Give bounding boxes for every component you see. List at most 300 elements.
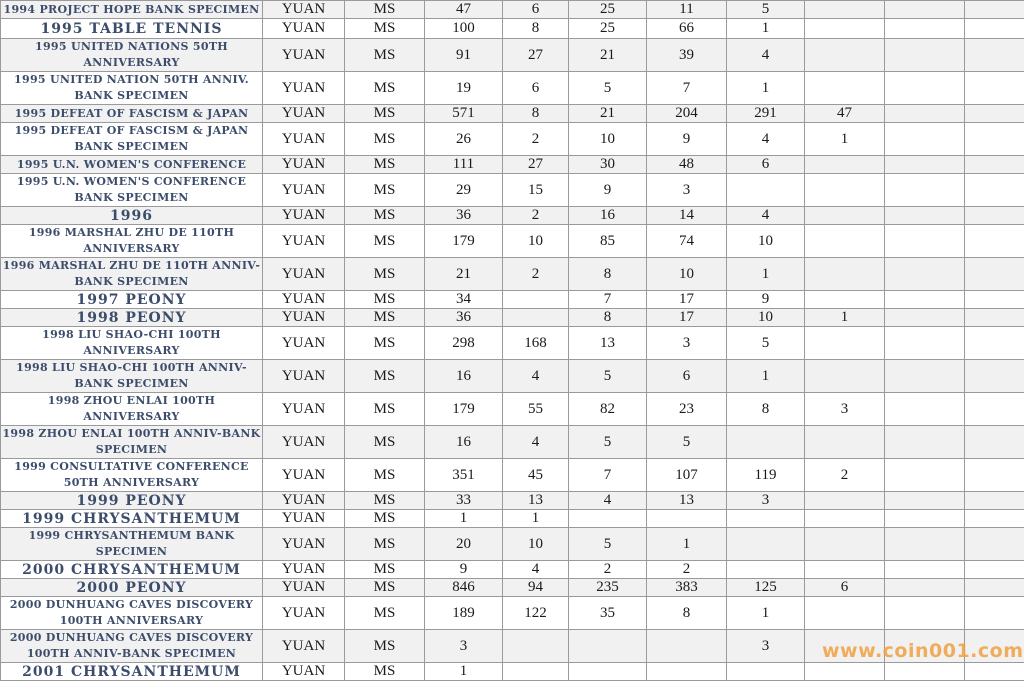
count-cell-c2: 10 bbox=[503, 528, 569, 561]
grade-cell: MS bbox=[345, 123, 425, 156]
denomination-cell: YUAN bbox=[263, 561, 345, 579]
table-row bbox=[1, 39, 1024, 72]
count-cell-c1: 571 bbox=[425, 105, 503, 123]
grade-cell: MS bbox=[345, 459, 425, 492]
coin-name-cell: 1997 PEONY bbox=[1, 291, 263, 309]
count-cell-c8 bbox=[965, 1, 1024, 19]
count-cell-c3 bbox=[569, 630, 647, 663]
coin-name-cell: 1999 CHRYSANTHEMUM bbox=[1, 510, 263, 528]
count-cell-c4: 8 bbox=[647, 597, 727, 630]
count-cell-c5: 1 bbox=[727, 258, 805, 291]
count-cell-c6: 2 bbox=[805, 459, 885, 492]
coin-name-cell: 2000 DUNHUANG CAVES DISCOVERY 100TH ANNIV-BANK SPECIMEN bbox=[1, 630, 263, 663]
count-cell-c6 bbox=[805, 510, 885, 528]
count-cell-c6 bbox=[805, 39, 885, 72]
count-cell-c5: 9 bbox=[727, 291, 805, 309]
count-cell-c8 bbox=[965, 123, 1024, 156]
count-cell-c6 bbox=[805, 258, 885, 291]
grade-cell: MS bbox=[345, 360, 425, 393]
table-row bbox=[1, 597, 1024, 630]
count-cell-c6 bbox=[805, 597, 885, 630]
grade-cell: MS bbox=[345, 492, 425, 510]
count-cell-c1: 189 bbox=[425, 597, 503, 630]
count-cell-c7 bbox=[885, 207, 965, 225]
denomination-cell: YUAN bbox=[263, 597, 345, 630]
denomination-cell: YUAN bbox=[263, 1, 345, 19]
count-cell-c8 bbox=[965, 309, 1024, 327]
count-cell-c1: 34 bbox=[425, 291, 503, 309]
count-cell-c8 bbox=[965, 459, 1024, 492]
count-cell-c4: 7 bbox=[647, 72, 727, 105]
count-cell-c3: 4 bbox=[569, 492, 647, 510]
count-cell-c6 bbox=[805, 327, 885, 360]
count-cell-c2: 8 bbox=[503, 105, 569, 123]
count-cell-c4: 48 bbox=[647, 156, 727, 174]
count-cell-c7 bbox=[885, 123, 965, 156]
table-row bbox=[1, 72, 1024, 105]
count-cell-c5: 6 bbox=[727, 156, 805, 174]
count-cell-c4: 5 bbox=[647, 426, 727, 459]
count-cell-c3: 10 bbox=[569, 123, 647, 156]
table-row bbox=[1, 156, 1024, 174]
count-cell-c2: 94 bbox=[503, 579, 569, 597]
coin-name-cell: 1995 U.N. WOMEN'S CONFERENCE bbox=[1, 156, 263, 174]
count-cell-c6 bbox=[805, 156, 885, 174]
denomination-cell: YUAN bbox=[263, 123, 345, 156]
table-row bbox=[1, 459, 1024, 492]
count-cell-c2: 4 bbox=[503, 360, 569, 393]
count-cell-c2: 10 bbox=[503, 225, 569, 258]
grade-cell: MS bbox=[345, 258, 425, 291]
count-cell-c8 bbox=[965, 156, 1024, 174]
count-cell-c1: 351 bbox=[425, 459, 503, 492]
count-cell-c8 bbox=[965, 663, 1024, 681]
count-cell-c7 bbox=[885, 393, 965, 426]
count-cell-c3: 21 bbox=[569, 39, 647, 72]
grade-cell: MS bbox=[345, 174, 425, 207]
count-cell-c4: 66 bbox=[647, 19, 727, 39]
count-cell-c3: 5 bbox=[569, 528, 647, 561]
table-row bbox=[1, 327, 1024, 360]
count-cell-c3: 85 bbox=[569, 225, 647, 258]
count-cell-c4: 13 bbox=[647, 492, 727, 510]
count-cell-c4: 2 bbox=[647, 561, 727, 579]
count-cell-c3: 5 bbox=[569, 72, 647, 105]
count-cell-c1: 179 bbox=[425, 225, 503, 258]
count-cell-c1: 36 bbox=[425, 309, 503, 327]
count-cell-c7 bbox=[885, 291, 965, 309]
count-cell-c4: 6 bbox=[647, 360, 727, 393]
count-cell-c1: 33 bbox=[425, 492, 503, 510]
count-cell-c8 bbox=[965, 510, 1024, 528]
coin-name-cell: 1996 bbox=[1, 207, 263, 225]
table-row bbox=[1, 309, 1024, 327]
count-cell-c5 bbox=[727, 561, 805, 579]
table-row bbox=[1, 426, 1024, 459]
count-cell-c4: 383 bbox=[647, 579, 727, 597]
count-cell-c3: 25 bbox=[569, 19, 647, 39]
count-cell-c4 bbox=[647, 663, 727, 681]
coin-name-cell: 2000 CHRYSANTHEMUM bbox=[1, 561, 263, 579]
coin-name-cell: 1995 UNITED NATION 50TH ANNIV. BANK SPECIMEN bbox=[1, 72, 263, 105]
grade-cell: MS bbox=[345, 327, 425, 360]
count-cell-c5: 3 bbox=[727, 630, 805, 663]
count-cell-c7 bbox=[885, 561, 965, 579]
coin-name-cell: 1996 MARSHAL ZHU DE 110TH ANNIV-BANK SPECIMEN bbox=[1, 258, 263, 291]
count-cell-c3: 35 bbox=[569, 597, 647, 630]
denomination-cell: YUAN bbox=[263, 459, 345, 492]
coin-name-cell: 1999 PEONY bbox=[1, 492, 263, 510]
grade-cell: MS bbox=[345, 663, 425, 681]
count-cell-c1: 9 bbox=[425, 561, 503, 579]
grade-cell: MS bbox=[345, 291, 425, 309]
count-cell-c4: 23 bbox=[647, 393, 727, 426]
site-watermark: www.coin001.com bbox=[822, 640, 1024, 662]
count-cell-c6 bbox=[805, 426, 885, 459]
count-cell-c4 bbox=[647, 630, 727, 663]
denomination-cell: YUAN bbox=[263, 174, 345, 207]
table-row bbox=[1, 360, 1024, 393]
denomination-cell: YUAN bbox=[263, 327, 345, 360]
count-cell-c8 bbox=[965, 39, 1024, 72]
count-cell-c1: 29 bbox=[425, 174, 503, 207]
grade-cell: MS bbox=[345, 528, 425, 561]
grade-cell: MS bbox=[345, 225, 425, 258]
denomination-cell: YUAN bbox=[263, 39, 345, 72]
table-row bbox=[1, 492, 1024, 510]
count-cell-c6 bbox=[805, 1, 885, 19]
count-cell-c2: 45 bbox=[503, 459, 569, 492]
count-cell-c2: 4 bbox=[503, 426, 569, 459]
count-cell-c2 bbox=[503, 630, 569, 663]
count-cell-c3: 25 bbox=[569, 1, 647, 19]
count-cell-c1: 100 bbox=[425, 19, 503, 39]
coin-name-cell: 1995 UNITED NATIONS 50TH ANNIVERSARY bbox=[1, 39, 263, 72]
count-cell-c1: 1 bbox=[425, 663, 503, 681]
count-cell-c8 bbox=[965, 207, 1024, 225]
count-cell-c7 bbox=[885, 225, 965, 258]
count-cell-c4: 9 bbox=[647, 123, 727, 156]
denomination-cell: YUAN bbox=[263, 528, 345, 561]
grade-cell: MS bbox=[345, 426, 425, 459]
count-cell-c5 bbox=[727, 528, 805, 561]
coin-name-cell: 2001 CHRYSANTHEMUM bbox=[1, 663, 263, 681]
count-cell-c5 bbox=[727, 174, 805, 207]
grade-cell: MS bbox=[345, 630, 425, 663]
count-cell-c6 bbox=[805, 72, 885, 105]
grade-cell: MS bbox=[345, 19, 425, 39]
count-cell-c3 bbox=[569, 510, 647, 528]
count-cell-c3: 9 bbox=[569, 174, 647, 207]
count-cell-c2: 2 bbox=[503, 258, 569, 291]
coin-name-cell: 1998 PEONY bbox=[1, 309, 263, 327]
count-cell-c3: 2 bbox=[569, 561, 647, 579]
count-cell-c5: 4 bbox=[727, 207, 805, 225]
coin-name-cell: 1999 CHRYSANTHEMUM BANK SPECIMEN bbox=[1, 528, 263, 561]
count-cell-c8 bbox=[965, 426, 1024, 459]
denomination-cell: YUAN bbox=[263, 630, 345, 663]
count-cell-c4: 17 bbox=[647, 309, 727, 327]
count-cell-c5: 1 bbox=[727, 19, 805, 39]
count-cell-c6 bbox=[805, 528, 885, 561]
coin-name-cell: 1995 DEFEAT OF FASCISM & JAPAN BANK SPECIMEN bbox=[1, 123, 263, 156]
count-cell-c7 bbox=[885, 258, 965, 291]
count-cell-c5: 119 bbox=[727, 459, 805, 492]
table-row bbox=[1, 663, 1024, 681]
grade-cell: MS bbox=[345, 309, 425, 327]
count-cell-c6 bbox=[805, 225, 885, 258]
denomination-cell: YUAN bbox=[263, 663, 345, 681]
coin-name-cell: 1995 DEFEAT OF FASCISM & JAPAN bbox=[1, 105, 263, 123]
count-cell-c7 bbox=[885, 19, 965, 39]
count-cell-c7 bbox=[885, 510, 965, 528]
count-cell-c2: 6 bbox=[503, 72, 569, 105]
coin-name-cell: 1996 MARSHAL ZHU DE 110TH ANNIVERSARY bbox=[1, 225, 263, 258]
count-cell-c8 bbox=[965, 258, 1024, 291]
count-cell-c6: 1 bbox=[805, 123, 885, 156]
count-cell-c7 bbox=[885, 663, 965, 681]
count-cell-c1: 1 bbox=[425, 510, 503, 528]
table-row bbox=[1, 225, 1024, 258]
count-cell-c4: 10 bbox=[647, 258, 727, 291]
denomination-cell: YUAN bbox=[263, 426, 345, 459]
count-cell-c2: 27 bbox=[503, 156, 569, 174]
count-cell-c6: 3 bbox=[805, 393, 885, 426]
count-cell-c1: 298 bbox=[425, 327, 503, 360]
count-cell-c4: 3 bbox=[647, 327, 727, 360]
count-cell-c1: 20 bbox=[425, 528, 503, 561]
denomination-cell: YUAN bbox=[263, 360, 345, 393]
count-cell-c2: 15 bbox=[503, 174, 569, 207]
count-cell-c4: 204 bbox=[647, 105, 727, 123]
grade-cell: MS bbox=[345, 156, 425, 174]
table-row bbox=[1, 561, 1024, 579]
count-cell-c7 bbox=[885, 492, 965, 510]
count-cell-c8 bbox=[965, 579, 1024, 597]
count-cell-c3: 7 bbox=[569, 291, 647, 309]
count-cell-c6 bbox=[805, 360, 885, 393]
count-cell-c8 bbox=[965, 327, 1024, 360]
count-cell-c3: 5 bbox=[569, 360, 647, 393]
denomination-cell: YUAN bbox=[263, 258, 345, 291]
coin-name-cell: 1995 U.N. WOMEN'S CONFERENCE BANK SPECIMEN bbox=[1, 174, 263, 207]
coin-name-cell: 1999 CONSULTATIVE CONFERENCE 50TH ANNIVERSARY bbox=[1, 459, 263, 492]
count-cell-c7 bbox=[885, 39, 965, 72]
grade-cell: MS bbox=[345, 393, 425, 426]
count-cell-c8 bbox=[965, 360, 1024, 393]
count-cell-c4: 1 bbox=[647, 528, 727, 561]
count-cell-c1: 36 bbox=[425, 207, 503, 225]
count-cell-c6 bbox=[805, 492, 885, 510]
denomination-cell: YUAN bbox=[263, 579, 345, 597]
denomination-cell: YUAN bbox=[263, 510, 345, 528]
denomination-cell: YUAN bbox=[263, 72, 345, 105]
table-row bbox=[1, 291, 1024, 309]
count-cell-c8 bbox=[965, 561, 1024, 579]
count-cell-c7 bbox=[885, 327, 965, 360]
table-row bbox=[1, 123, 1024, 156]
count-cell-c5: 8 bbox=[727, 393, 805, 426]
count-cell-c3: 235 bbox=[569, 579, 647, 597]
coin-name-cell: 1998 LIU SHAO-CHI 100TH ANNIVERSARY bbox=[1, 327, 263, 360]
table-row bbox=[1, 579, 1024, 597]
count-cell-c8 bbox=[965, 291, 1024, 309]
count-cell-c2 bbox=[503, 291, 569, 309]
count-cell-c5: 1 bbox=[727, 597, 805, 630]
count-cell-c5: 5 bbox=[727, 327, 805, 360]
count-cell-c2: 8 bbox=[503, 19, 569, 39]
grade-cell: MS bbox=[345, 39, 425, 72]
count-cell-c6 bbox=[805, 19, 885, 39]
count-cell-c5: 4 bbox=[727, 39, 805, 72]
count-cell-c1: 91 bbox=[425, 39, 503, 72]
count-cell-c2: 168 bbox=[503, 327, 569, 360]
count-cell-c6 bbox=[805, 291, 885, 309]
count-cell-c3: 8 bbox=[569, 309, 647, 327]
count-cell-c8 bbox=[965, 393, 1024, 426]
count-cell-c2: 4 bbox=[503, 561, 569, 579]
count-cell-c6: 47 bbox=[805, 105, 885, 123]
count-cell-c1: 21 bbox=[425, 258, 503, 291]
count-cell-c6 bbox=[805, 207, 885, 225]
count-cell-c7 bbox=[885, 528, 965, 561]
grade-cell: MS bbox=[345, 597, 425, 630]
denomination-cell: YUAN bbox=[263, 225, 345, 258]
count-cell-c8 bbox=[965, 72, 1024, 105]
count-cell-c8 bbox=[965, 19, 1024, 39]
denomination-cell: YUAN bbox=[263, 309, 345, 327]
count-cell-c5 bbox=[727, 510, 805, 528]
count-cell-c3: 8 bbox=[569, 258, 647, 291]
count-cell-c8 bbox=[965, 528, 1024, 561]
count-cell-c7 bbox=[885, 360, 965, 393]
count-cell-c6 bbox=[805, 663, 885, 681]
count-cell-c7 bbox=[885, 72, 965, 105]
count-cell-c4: 39 bbox=[647, 39, 727, 72]
count-cell-c6 bbox=[805, 174, 885, 207]
count-cell-c6: 6 bbox=[805, 579, 885, 597]
coin-name-cell: 1998 ZHOU ENLAI 100TH ANNIVERSARY bbox=[1, 393, 263, 426]
count-cell-c3: 30 bbox=[569, 156, 647, 174]
coin-name-cell: 1994 PROJECT HOPE BANK SPECIMEN bbox=[1, 1, 263, 19]
count-cell-c1: 19 bbox=[425, 72, 503, 105]
count-cell-c6: 1 bbox=[805, 309, 885, 327]
count-cell-c5: 3 bbox=[727, 492, 805, 510]
denomination-cell: YUAN bbox=[263, 291, 345, 309]
grade-cell: MS bbox=[345, 1, 425, 19]
grade-cell: MS bbox=[345, 105, 425, 123]
count-cell-c5: 10 bbox=[727, 225, 805, 258]
denomination-cell: YUAN bbox=[263, 19, 345, 39]
count-cell-c5: 291 bbox=[727, 105, 805, 123]
count-cell-c1: 16 bbox=[425, 360, 503, 393]
denomination-cell: YUAN bbox=[263, 156, 345, 174]
count-cell-c3 bbox=[569, 663, 647, 681]
count-cell-c6 bbox=[805, 561, 885, 579]
count-cell-c4: 11 bbox=[647, 1, 727, 19]
count-cell-c2 bbox=[503, 309, 569, 327]
count-cell-c4: 3 bbox=[647, 174, 727, 207]
count-cell-c2: 2 bbox=[503, 123, 569, 156]
grade-cell: MS bbox=[345, 579, 425, 597]
count-cell-c4: 74 bbox=[647, 225, 727, 258]
denomination-cell: YUAN bbox=[263, 492, 345, 510]
count-cell-c8 bbox=[965, 225, 1024, 258]
count-cell-c4: 107 bbox=[647, 459, 727, 492]
count-cell-c7 bbox=[885, 426, 965, 459]
grade-cell: MS bbox=[345, 207, 425, 225]
table-row bbox=[1, 174, 1024, 207]
table-row bbox=[1, 207, 1024, 225]
count-cell-c2: 1 bbox=[503, 510, 569, 528]
count-cell-c2: 122 bbox=[503, 597, 569, 630]
count-cell-c2: 2 bbox=[503, 207, 569, 225]
table-row bbox=[1, 528, 1024, 561]
denomination-cell: YUAN bbox=[263, 393, 345, 426]
count-cell-c3: 82 bbox=[569, 393, 647, 426]
count-cell-c5: 4 bbox=[727, 123, 805, 156]
count-cell-c7 bbox=[885, 105, 965, 123]
count-cell-c5: 1 bbox=[727, 72, 805, 105]
table-row bbox=[1, 258, 1024, 291]
count-cell-c7 bbox=[885, 459, 965, 492]
table-row bbox=[1, 105, 1024, 123]
count-cell-c1: 16 bbox=[425, 426, 503, 459]
count-cell-c2 bbox=[503, 663, 569, 681]
count-cell-c3: 16 bbox=[569, 207, 647, 225]
count-cell-c8 bbox=[965, 597, 1024, 630]
count-cell-c7 bbox=[885, 1, 965, 19]
count-cell-c3: 5 bbox=[569, 426, 647, 459]
coin-name-cell: 1995 TABLE TENNIS bbox=[1, 19, 263, 39]
count-cell-c5: 5 bbox=[727, 1, 805, 19]
count-cell-c7 bbox=[885, 309, 965, 327]
count-cell-c7 bbox=[885, 597, 965, 630]
count-cell-c2: 27 bbox=[503, 39, 569, 72]
count-cell-c2: 6 bbox=[503, 1, 569, 19]
count-cell-c1: 179 bbox=[425, 393, 503, 426]
grade-cell: MS bbox=[345, 561, 425, 579]
count-cell-c7 bbox=[885, 579, 965, 597]
count-cell-c2: 55 bbox=[503, 393, 569, 426]
coin-name-cell: 1998 LIU SHAO-CHI 100TH ANNIV-BANK SPECIMEN bbox=[1, 360, 263, 393]
denomination-cell: YUAN bbox=[263, 207, 345, 225]
grade-cell: MS bbox=[345, 510, 425, 528]
count-cell-c5: 1 bbox=[727, 360, 805, 393]
coin-name-cell: 1998 ZHOU ENLAI 100TH ANNIV-BANK SPECIMEN bbox=[1, 426, 263, 459]
count-cell-c5: 10 bbox=[727, 309, 805, 327]
count-cell-c8 bbox=[965, 174, 1024, 207]
grade-cell: MS bbox=[345, 72, 425, 105]
count-cell-c3: 13 bbox=[569, 327, 647, 360]
table-row bbox=[1, 510, 1024, 528]
count-cell-c8 bbox=[965, 105, 1024, 123]
count-cell-c1: 846 bbox=[425, 579, 503, 597]
count-cell-c5 bbox=[727, 663, 805, 681]
count-cell-c7 bbox=[885, 174, 965, 207]
count-cell-c5 bbox=[727, 426, 805, 459]
count-cell-c1: 26 bbox=[425, 123, 503, 156]
table-row bbox=[1, 19, 1024, 39]
count-cell-c3: 21 bbox=[569, 105, 647, 123]
count-cell-c8 bbox=[965, 492, 1024, 510]
table-row bbox=[1, 393, 1024, 426]
coin-name-cell: 2000 DUNHUANG CAVES DISCOVERY 100TH ANNIVERSARY bbox=[1, 597, 263, 630]
count-cell-c4: 17 bbox=[647, 291, 727, 309]
denomination-cell: YUAN bbox=[263, 105, 345, 123]
count-cell-c4 bbox=[647, 510, 727, 528]
count-cell-c3: 7 bbox=[569, 459, 647, 492]
